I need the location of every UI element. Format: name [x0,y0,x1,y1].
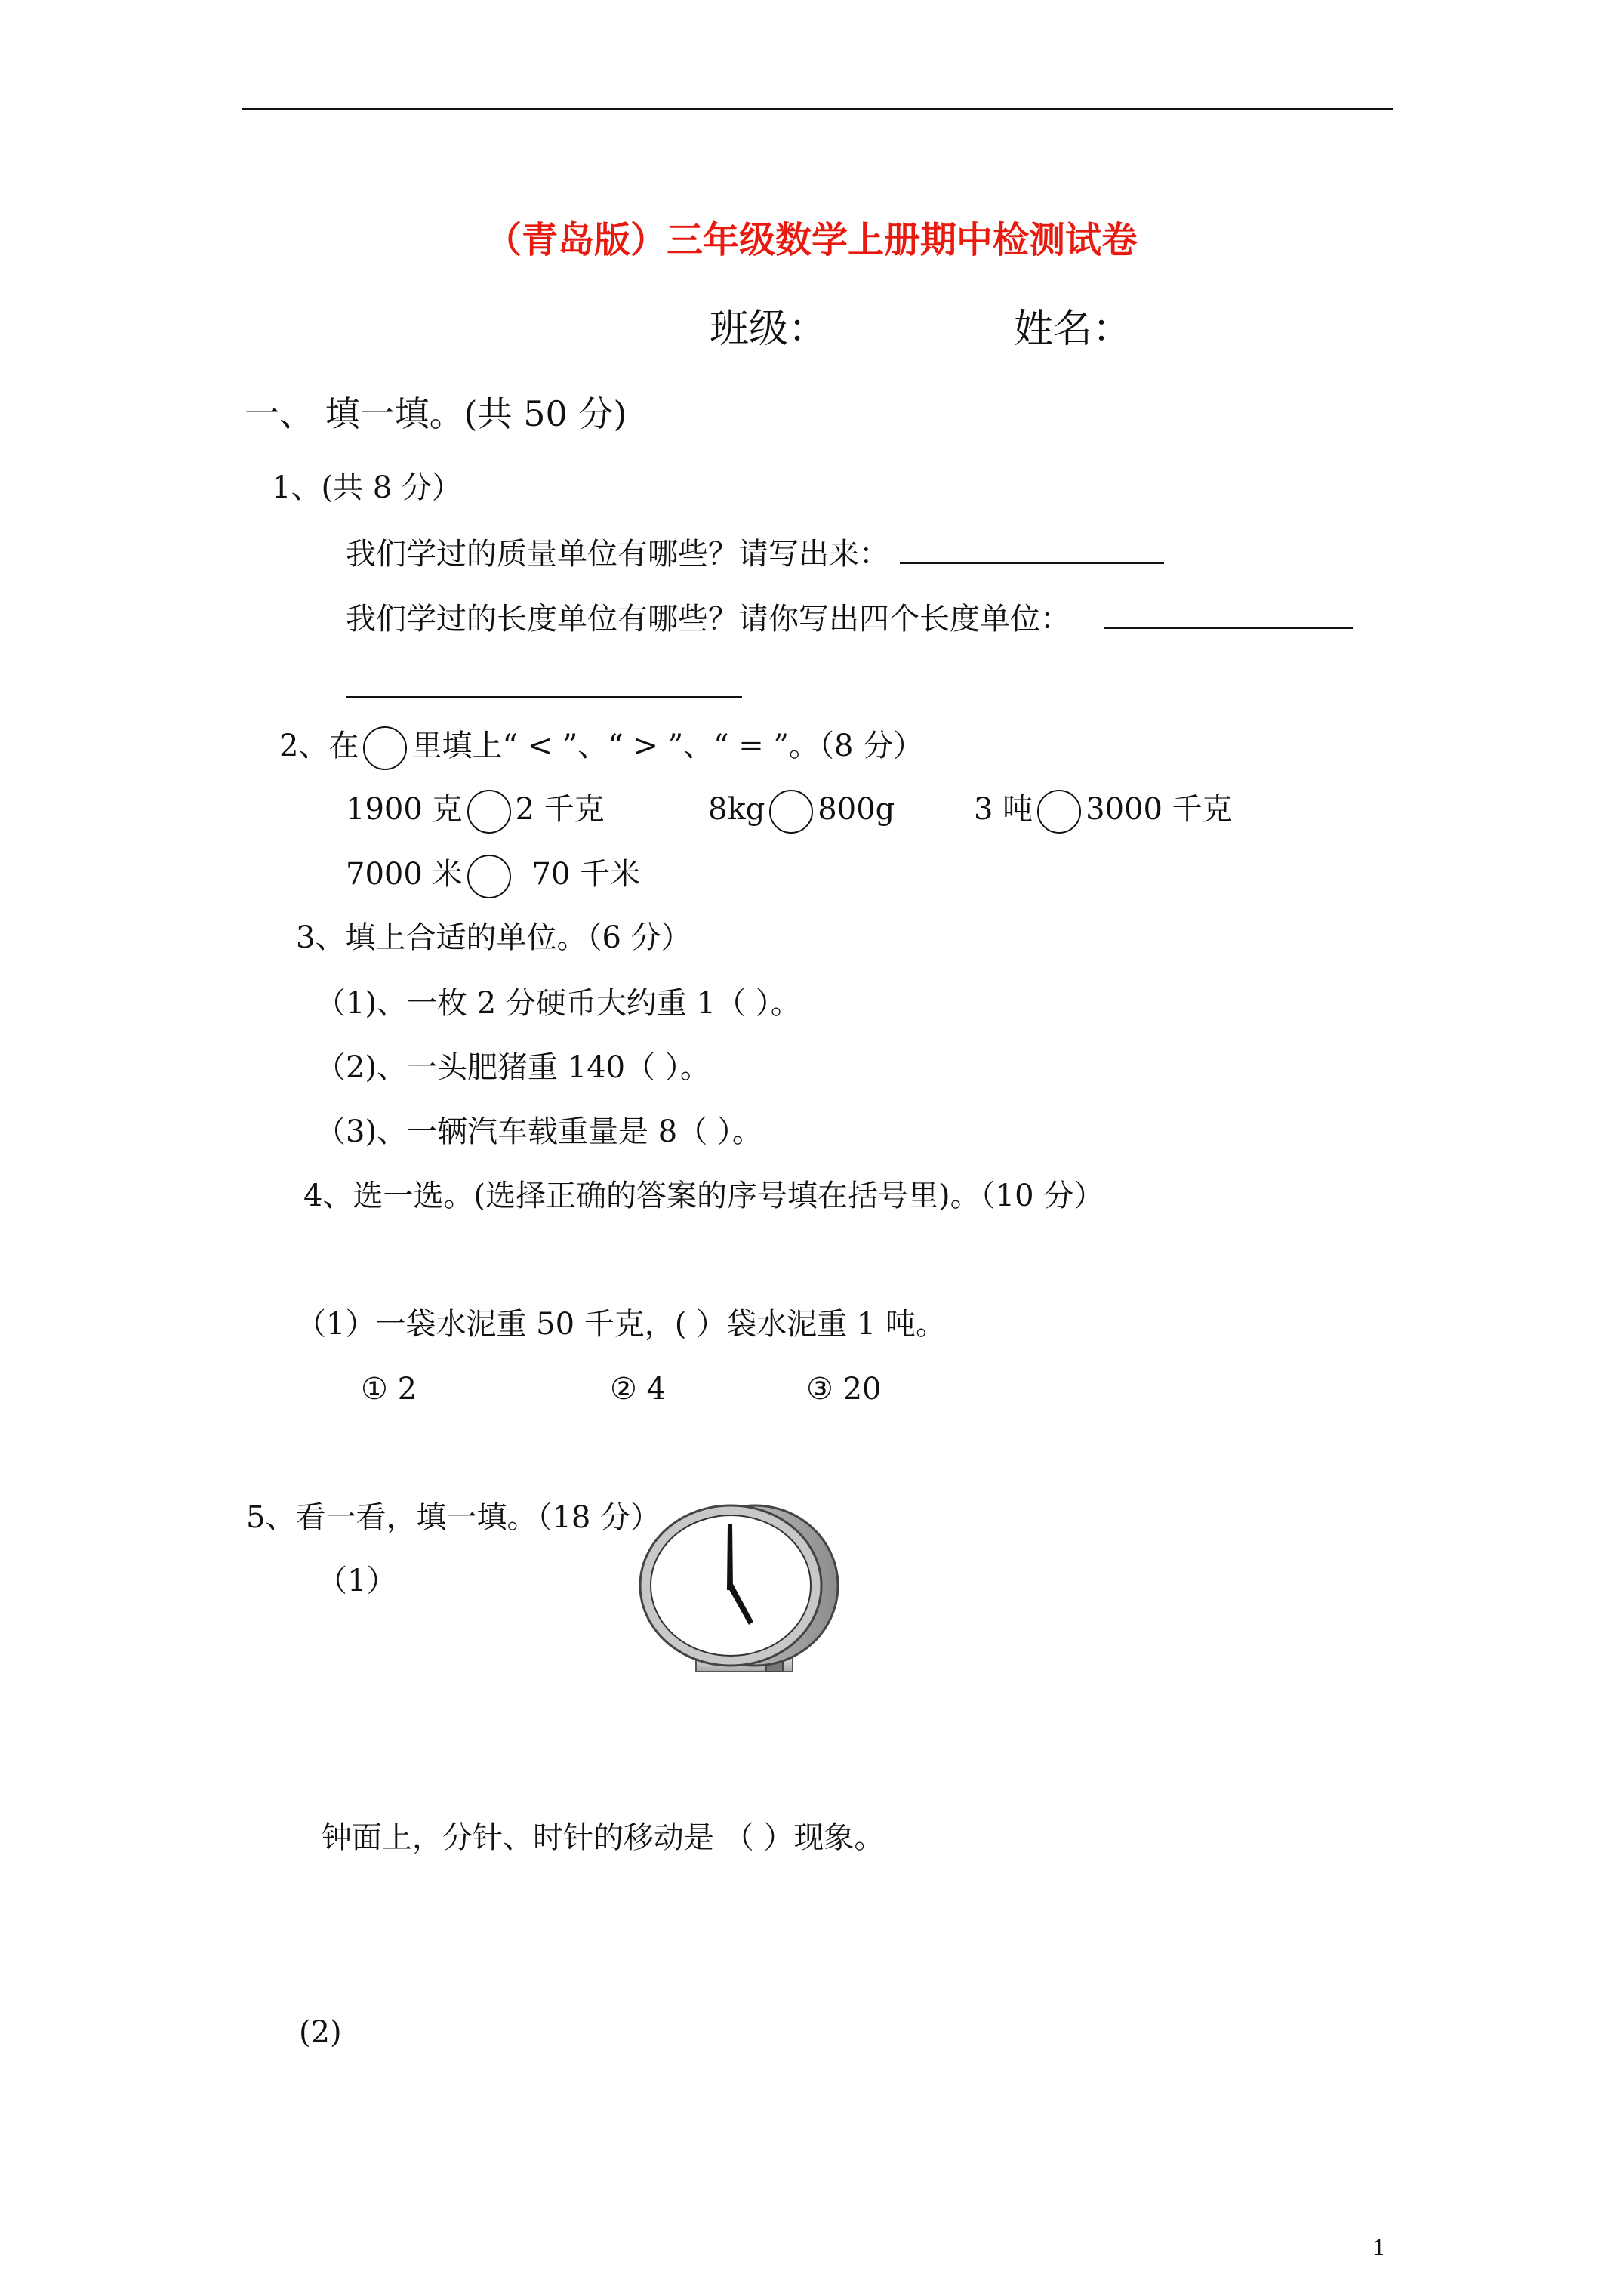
q3-item: （1)、一枚 2 分硬币大约重 1（ ）。 [316,986,801,1021]
compare-item-3 [974,790,1233,834]
q1-label: 1、(共 8 分） [272,470,462,505]
compare-right: 70 千米 [531,857,641,892]
compare-left: 1900 克 [346,792,463,827]
q5-sub1-label: （1） [317,1564,397,1598]
page-title: （青岛版）三年级数学上册期中检测试卷 [485,219,1138,261]
compare-circle[interactable] [467,855,511,898]
page-number: 1 [1372,2236,1386,2261]
answer-blank[interactable] [900,538,1164,564]
compare-item-1 [346,790,605,834]
q4-option: ② 4 [610,1372,667,1407]
compare-left: 8kg [708,792,765,827]
clock-icon [634,1501,845,1679]
q3-label: 3、填上合适的单位。（6 分） [296,920,691,955]
answer-blank[interactable] [1104,603,1353,629]
compare-left: 7000 米 [346,857,463,892]
section-heading: 一、 填一填。(共 50 分) [245,393,627,434]
q5-sub2-label: (2) [299,2015,342,2050]
q4-label: 4、选一选。(选择正确的答案的序号填在括号里)。（10 分） [303,1179,1104,1213]
q2-instruction [279,726,923,770]
q3-item: （3)、一辆汽车载重量是 8（ ）。 [316,1114,762,1149]
compare-right: 3000 千克 [1086,792,1233,827]
class-label: 班级： [710,307,828,352]
q4-question: （1）一袋水泥重 50 千克，( ）袋水泥重 1 吨。 [296,1307,946,1342]
header-rule [242,108,1393,110]
compare-circle[interactable] [1037,790,1081,834]
compare-circle[interactable] [467,790,511,834]
q1-line2 [346,601,1353,637]
q4-option: ③ 20 [806,1372,882,1407]
q2-suffix: 里填上“ < ”、“ > ”、“ = ”。（8 分） [411,729,924,763]
name-label: 姓名： [1014,307,1132,352]
q4-option: ① 2 [361,1372,417,1407]
compare-right: 2 千克 [515,792,605,827]
q1-line1-text: 我们学过的质量单位有哪些？请写出来： [346,537,889,572]
q1-line1 [346,536,1164,572]
compare-left: 3 吨 [974,792,1033,827]
q5-label: 5、看一看，填一填。（18 分） [246,1500,661,1535]
q3-item: （2)、一头肥猪重 140（ ）。 [316,1050,710,1085]
compare-circle[interactable] [769,790,813,834]
compare-item-4 [346,855,640,898]
q1-line2-text: 我们学过的长度单位有哪些？请你写出四个长度单位： [346,602,1070,636]
answer-blank[interactable] [346,696,742,698]
q5-text: 钟面上，分针、时针的移动是 （ ）现象。 [322,1820,885,1855]
q2-prefix: 2、在 [279,729,359,763]
compare-circle[interactable] [363,726,407,770]
compare-right: 800g [818,792,895,827]
compare-item-2 [708,790,895,834]
